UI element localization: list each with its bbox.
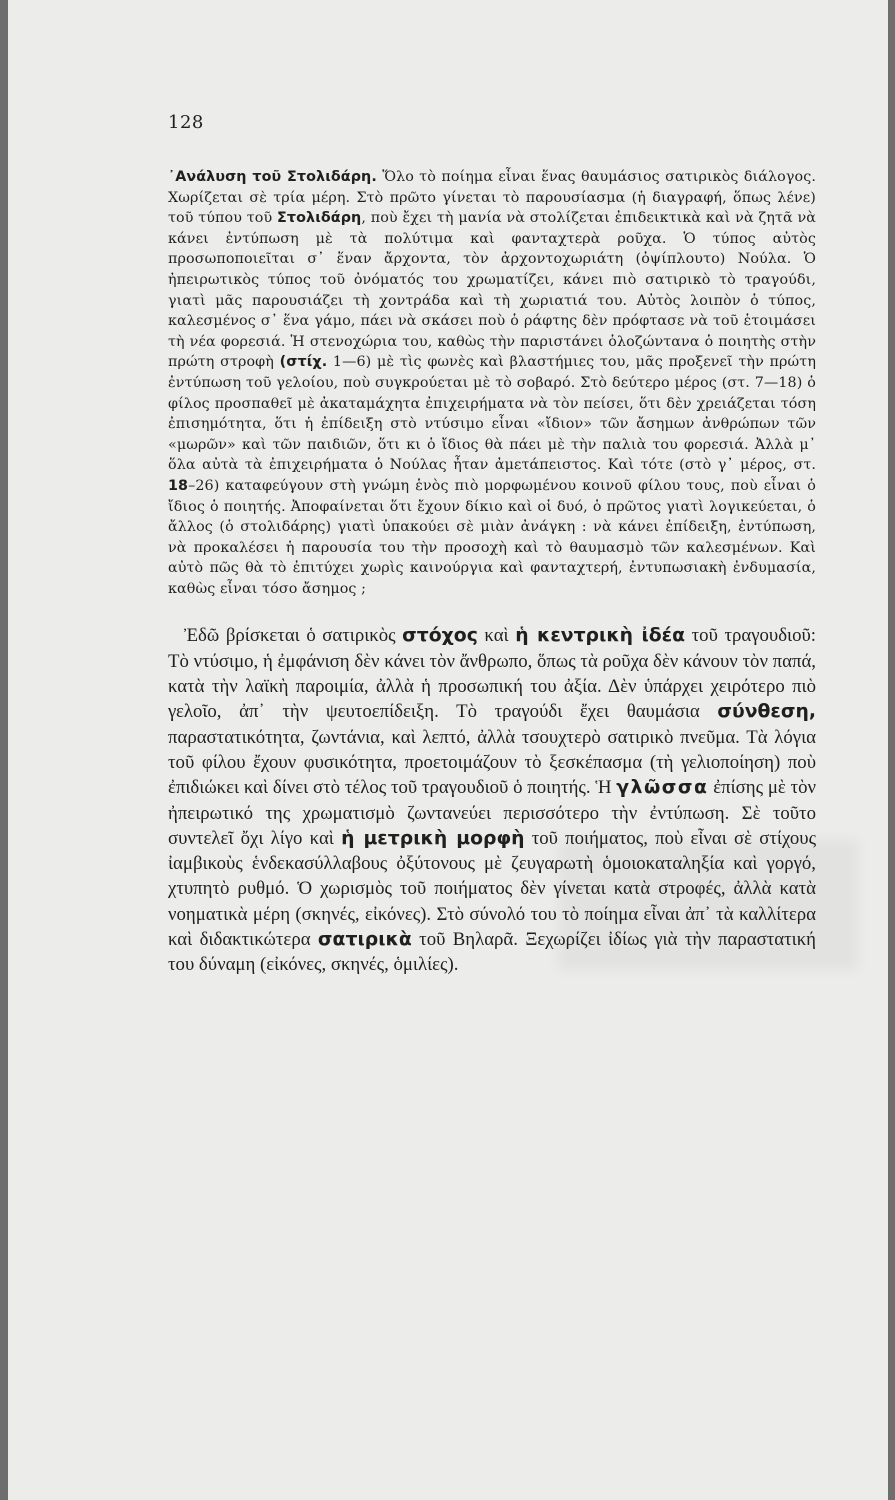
commentary-emphasis-central-idea: ἡ κεντρικὴ ἰδέα [515,625,686,647]
page-content [168,112,816,978]
book-page [8,0,888,1500]
commentary-emphasis-language: γλῶσσα [616,777,709,799]
commentary-paragraph [168,623,816,977]
analysis-text-4: –26) καταφεύγουν στὴ γνώμη ἑνὸς πιὸ μορφωμένου κοινοῦ φίλου τους, ποὺ εἶναι ὁ ἴδιος ὁ ποιητής. Ἀποφαίνεται ὅτι ἔχουν δίκιο καὶ οἱ δυό, ὁ πρῶτος γιατὶ λογικεύεται, ὁ ἄλλος (ὁ στολιδάρης) γιατὶ ὑπακούει σὲ μιὰν ἀνάγκη : νὰ κάνει ἐπίδειξη, ἐντύπωση, νὰ προκαλέσει ἡ παρουσία του τὴν προσοχὴ καὶ τὸ θαυμασμὸ τῶν καλεσμένων. Καὶ αὐτὸ πῶς θὰ τὸ ἐπιτύχει χωρὶς καινούργια καὶ φανταχτερή, ἐντυπωσιακὴ ἐνδυμασία, καθὼς εἶναι τόσο ἄσημος ; [168,477,816,597]
analysis-emphasis-stolidaris: Στολιδάρη [277,210,362,227]
commentary-text-6: τοῦ ποιήματος, ποὺ εἶναι σὲ στίχους ἰαμβικοὺς ἑνδεκασύλλαβους ὀξύτονους μὲ ζευγαρωτὴ ὁμοιοκαταληξία καὶ γοργό, χτυπητὸ ρυθμό. Ὁ χωρισμὸς τοῦ ποιήματος δὲν γίνεται κατὰ στροφές, ἀλλὰ κατὰ νοηματικὰ μέρη (σκηνές, εἰκόνες). Στὸ σύνολό του τὸ ποίημα εἶναι ἀπ᾿ τὰ καλλίτερα καὶ διδακτικώτερα [168,827,817,951]
analysis-emphasis-stich: (στίχ. [279,354,328,371]
commentary-text-7: τοῦ Βηλαρᾶ. Ξεχωρίζει ἰδίως γιὰ τὴν παραστατική του δύναμη (εἰκόνες, σκηνές, ὁμιλίες). [168,929,817,976]
commentary-text-2: καὶ [477,625,516,647]
analysis-text-3: 1—6) μὲ τὶς φωνὲς καὶ βλαστήμιες του, μᾶς προξενεῖ τὴν πρώτη ἐντύπωση τοῦ γελοίου, ποὺ συγκρούεται μὲ τὸ σοβαρό. Στὸ δεύτερο μέρος (στ. 7—18) ὁ φίλος προσπαθεῖ μὲ ἀκαταμάχητα ἐπιχειρήματα νὰ τὸν πείσει, ὅτι δὲν χρειάζεται τόση ἐπισημότητα, ὅτι ἡ ἐπίδειξη στὸ ντύσιμο εἶναι «ἴδιον» τῶν ἄσημων ἀνθρώπων τῶν «μωρῶν» καὶ τῶν παιδιῶν, ὅτι κι ὁ ἴδιος θὰ πάει μὲ τὴν παλιὰ του φορεσιά. Ἀλλὰ μ᾿ ὅλα αὐτὰ τὰ ἐπιχειρήματα ὁ Νούλας ἦταν ἀμετάπειστος. Καὶ τότε (στὸ γ᾿ μέρος, στ. [168,354,816,474]
commentary-text-4: παραστατικότητα, ζωντάνια, καὶ λεπτό, ἀλλὰ τσουχτερὸ σατιρικὸ πνεῦμα. Τὰ λόγια τοῦ φίλου ἔχουν φυσικότητα, προετοιμάζουν τὸ ξεσκέπασμα (τὴ γελιοποίηση) ποὺ ἐπιδιώκει καὶ δίνει στὸ τέλος τοῦ τραγουδιοῦ ὁ ποιητής. Ἡ [168,726,816,799]
commentary-emphasis-metric-form: ἡ μετρικὴ μορφὴ [341,827,525,849]
page-number: 128 [168,112,204,133]
commentary-text-1: Ἐδῶ βρίσκεται ὁ σατιρικὸς [184,625,403,647]
analysis-emphasis-18: 18 [168,477,189,494]
commentary-text-3: τοῦ τραγουδιοῦ: Τὸ ντύσιμο, ἡ ἐμφάνιση δὲν κάνει τὸν ἄνθρωπο, ὅπως τὰ ροῦχα δὲν κάνουν τὸν παπά, κατὰ τὴν λαϊκὴ παροιμία, ἀλλὰ ἡ προσωπική του ἀξία. Δὲν ὑπάρχει χειρότερο πιὸ γελοῖο, ἀπ᾿ τὴν ψευτοεπίδειξη. Τὸ τραγούδι ἔχει θαυμάσια [168,625,816,723]
analysis-text-1: Ὅλο τὸ ποίημα εἶναι ἕνας θαυμάσιος σατιρικὸς διάλογος. Χωρίζεται σὲ τρία μέρη. Στὸ πρῶτο γίνεται τὸ παρουσίασμα (ἡ διαγραφή, ὅπως λένε) τοῦ τύπου τοῦ [168,169,816,227]
analysis-heading: ᾿Ανάλυση τοῦ Στολιδάρη. [168,169,377,185]
commentary-text-5: ἐπίσης μὲ τὸν ἠπειρωτικό της χρωματισμὸ ζωντανεύει περισσότερο τὴν ἐντύπωση. Σὲ τοῦτο συντελεῖ ὄχι λίγο καὶ [168,777,817,849]
analysis-text-2: , ποὺ ἔχει τὴ μανία νὰ στολίζεται ἐπιδεικτικὰ καὶ νὰ ζητᾶ νὰ κάνει ἐντύπωση μὲ τὰ πολύτιμα καὶ φανταχτερὰ ροῦχα. Ὁ τύπος αὐτὸς προσωποποιεῖται σ᾿ ἕναν ἄρχοντα, τὸν ἀρχοντοχωριάτη (ὀψίπλουτο) Νούλα. Ὁ ἠπειρωτικὸς τύπος τοῦ ὀνόματός του χρωματίζει, κάνει πιὸ σατιρικὸ τὸ τραγούδι, γιατὶ μᾶς παρουσιάζει τὴ χοντράδα καὶ τὴ χωριατιά του. Αὐτὸς λοιπὸν ὁ τύπος, καλεσμένος σ᾿ ἕνα γάμο, πάει νὰ σκάσει ποὺ ὁ ράφτης δὲν πρόφτασε νὰ τοῦ ἑτοιμάσει τὴ νέα φορεσιά. Ἡ στενοχώρια του, καθὼς τὴν παριστάνει ὁλοζώντανα ὁ ποιητὴς στὴν πρώτη στροφὴ [168,210,816,371]
commentary-emphasis-synthesis: σύνθεση, [717,701,816,723]
commentary-emphasis-satirical: σατιρικὰ [317,929,412,951]
analysis-paragraph [168,167,816,599]
commentary-emphasis-target: στόχος [402,625,478,647]
